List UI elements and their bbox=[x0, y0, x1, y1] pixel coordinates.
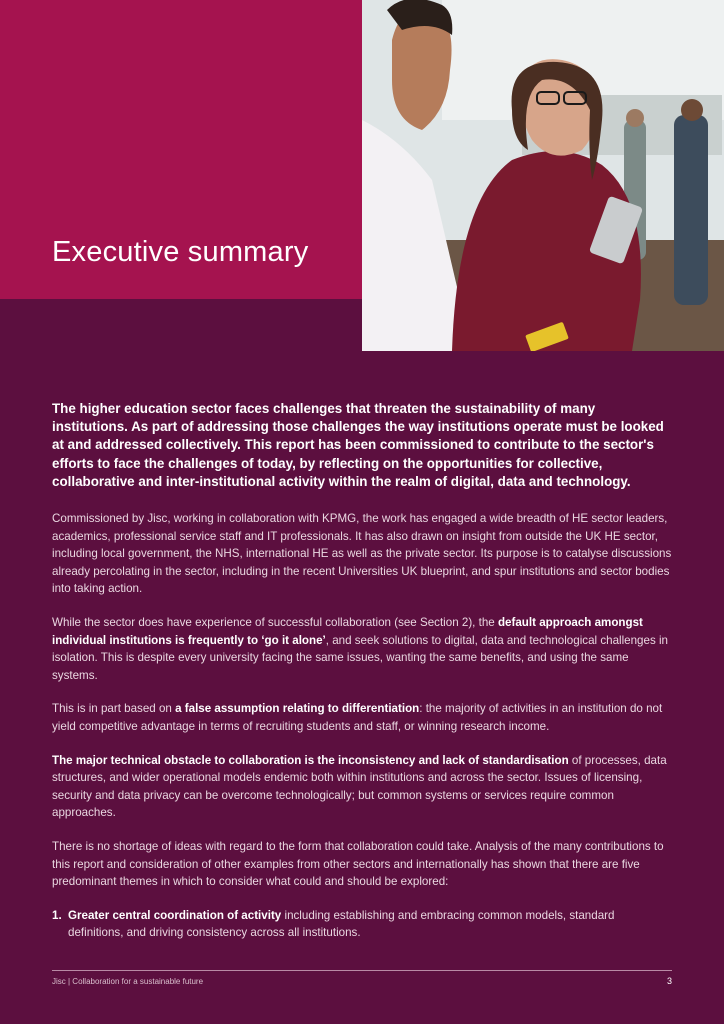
text-span: This is in part based on bbox=[52, 702, 176, 716]
page-number: 3 bbox=[666, 976, 672, 986]
photo-illustration bbox=[362, 0, 724, 351]
paragraph-technical-obstacle bbox=[52, 752, 672, 822]
page-title: Executive summary bbox=[52, 236, 309, 268]
text-span: While the sector does have experience of successful collaboration (see Section 2), the bbox=[52, 615, 498, 629]
text-span: : the majority of activities in an institution do not yield competitive advantage in terms of recruiting students and staff, or winning research income. bbox=[52, 702, 663, 733]
themes-list bbox=[52, 907, 672, 942]
main-content bbox=[52, 400, 672, 942]
text-span: , and seek solutions to digital, data and technological challenges in isolation. This is despite every university facing the same issues, wanting the same benefits, and using the same systems. bbox=[52, 633, 668, 682]
paragraph-themes: There is no shortage of ideas with regard to the form that collaboration could take. Analysis of the many contributions to this report and consideration of other examples from other sectors and internationally has shown that there are five predominant themes in which to consider what could and should be explored: bbox=[52, 839, 664, 889]
emphasis-text: The major technical obstacle to collaboration is the inconsistency and lack of standardisation bbox=[52, 753, 569, 767]
emphasis-text: a false assumption relating to differentiation bbox=[175, 702, 420, 716]
paragraph-commissioned: Commissioned by Jisc, working in collaboration with KPMG, the work has engaged a wide breadth of HE sector leaders, academics, professional service staff and IT professionals. It has also drawn on insight from outside the UK HE sector, including local government, the NHS, international HE as well as the private sector. Its purpose is to catalyse discussions already percolating in the sector, including in the recent Universities UK blueprint, and spur institutions and sector bodies into taking action. bbox=[52, 512, 672, 596]
footer-divider bbox=[52, 970, 672, 971]
lede-paragraph: The higher education sector faces challenges that threaten the sustainability of many institutions. As part of addressing those challenges the way institutions operate must be looked at and addressed collectively. This report has been commissioned to contribute to the sector's efforts to face the challenges of today, by reflecting on the opportunities for collective, collaborative and inter-institutional activity within the realm of digital, data and technology. bbox=[52, 401, 664, 489]
text-span: of processes, data structures, and wider operational models endemic both within institutions and across the sector. Issues of licensing, security and data privacy can be overcome technologically; but common systems or services require common approaches. bbox=[52, 753, 667, 820]
list-number: 1. bbox=[52, 908, 62, 922]
paragraph-go-it-alone bbox=[52, 614, 672, 684]
footer-report-title: Jisc | Collaboration for a sustainable future bbox=[52, 977, 204, 986]
emphasis-text: default approach amongst individual institutions is frequently to ‘go it alone’ bbox=[52, 615, 643, 647]
list-item bbox=[52, 907, 672, 942]
cover-photo bbox=[362, 0, 724, 351]
emphasis-text: Greater central coordination of activity bbox=[68, 908, 282, 922]
text-span: including establishing and embracing common models, standard definitions, and driving consistency across all institutions. bbox=[68, 908, 615, 940]
paragraph-differentiation bbox=[52, 700, 672, 735]
